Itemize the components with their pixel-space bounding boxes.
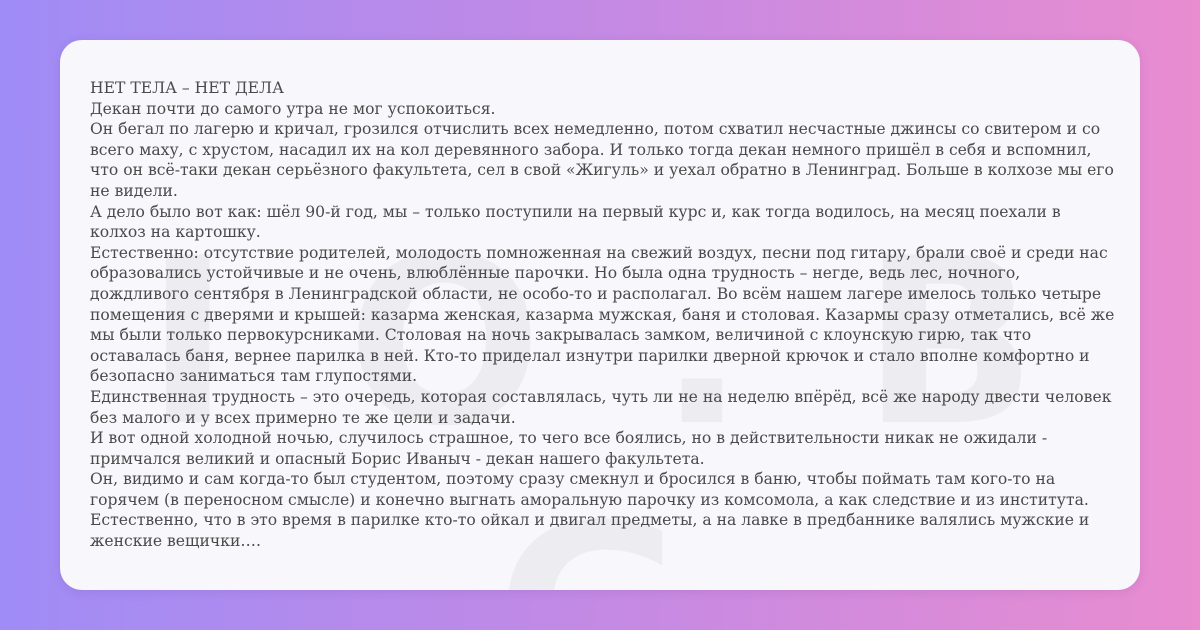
- story-card: [60, 40, 1140, 590]
- story-paragraph: Единственная трудность – это очередь, которая составлялась, чуть ли не на неделю впёрёд, всё же народу двести человек без малого и у всех примерно те же цели и задачи.: [90, 387, 1112, 427]
- story-paragraph: Декан почти до самого утра не мог успокоиться.: [90, 99, 496, 118]
- story-paragraph: Он бегал по лагерю и кричал, грозился отчислить всех немедленно, потом схватил несчастные джинсы со свитером и со всего маху, с хрустом, насадил их на кол деревянного забора. И только тогда декан немного пришёл в себя и вспомнил, что он всё-таки декан серьёзного факультета, сел в свой «Жигуль» и уехал обратно в Ленинград. Больше в колхозе мы его не видели.: [90, 120, 1114, 200]
- story-text: [90, 78, 1120, 552]
- story-paragraph: Естественно: отсутствие родителей, молодость помноженная на свежий воздух, песни под гитару, брали своё и среди нас образовались устойчивые и не очень, влюблённые парочки. Но была одна трудность – негде, ведь лес, ночного, дождливого сентября в Ленинградской области, не особо-то и располагал. Во всём нашем лагере имелось только четыре помещения с дверями и крышей: казарма женская, казарма мужская, баня и столовая. Казармы сразу отметались, всё же мы были только первокурсниками. Столовая на ночь закрывалась замком, величиной с клоунскую гирю, так что оставалась баня, вернее парилка в ней. Кто-то приделал изнутри парилки дверной крючок и стало вполне комфортно и безопасно заниматься там глупостями.: [90, 243, 1115, 386]
- story-paragraph: Естественно, что в это время в парилке кто-то ойкал и двигал предметы, а на лавке в предбаннике валялись мужские и женские вещички….: [90, 511, 1090, 551]
- story-paragraph: Он, видимо и сам когда-то был студентом, поэтому сразу смекнул и бросился в баню, чтобы поймать там кого-то на горячем (в переносном смысле) и конечно выгнать аморальную парочку из комсомола, а как следствие и из института.: [90, 470, 1089, 509]
- story-paragraph: И вот одной холодной ночью, случилось страшное, то чего все боялись, но в действительности никак не ожидали - примчался великий и опасный Борис Иваныч - декан нашего факультета.: [90, 429, 1048, 468]
- story-title: НЕТ ТЕЛА – НЕТ ДЕЛА: [90, 79, 284, 97]
- story-paragraph: А дело было вот как: шёл 90-й год, мы – только поступили на первый курс и, как тогда водилось, на месяц поехали в колхоз на картошку.: [90, 202, 1061, 242]
